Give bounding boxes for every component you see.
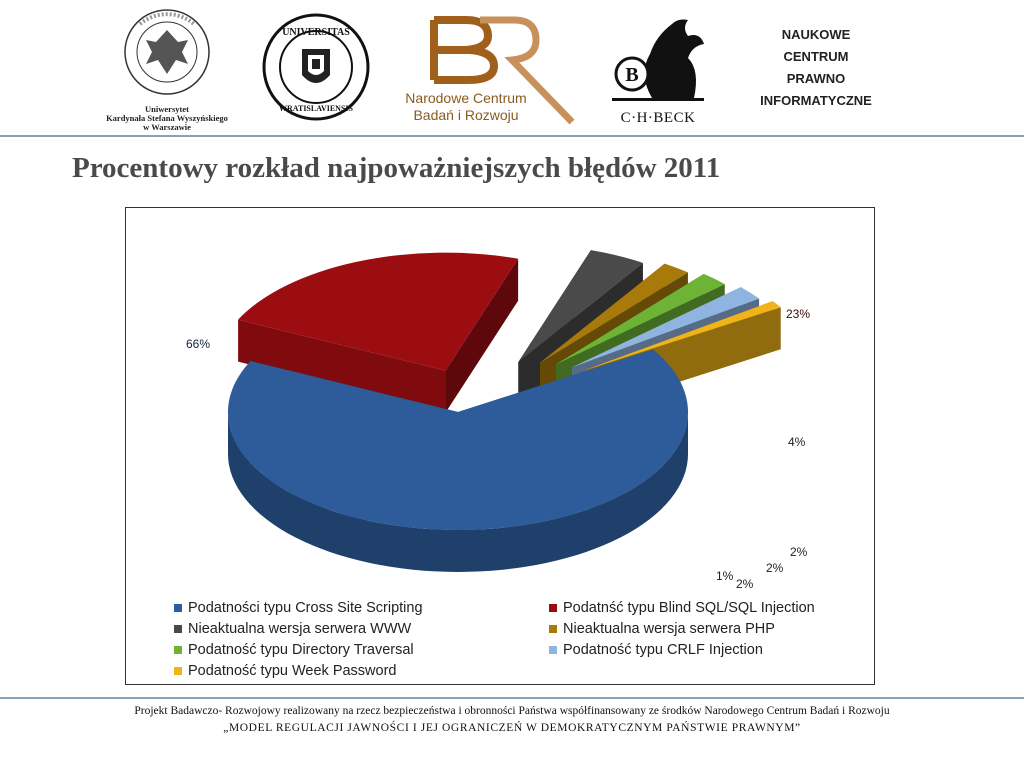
ch-beck-caption: C·H·BECK: [620, 110, 696, 126]
uksw-logo: [96, 6, 238, 134]
data-label-1: 66%: [186, 337, 211, 351]
legend-item-1: [174, 598, 549, 618]
footer-divider: [0, 697, 1024, 699]
legend-item-3: [174, 619, 549, 639]
legend-swatch: [549, 604, 557, 612]
ncpi-logo: NAUKOWE CENTRUM PRAWNO INFORMATYCZNE: [760, 27, 872, 108]
legend-swatch: [549, 646, 557, 654]
legend-item-2: [549, 598, 864, 618]
header-divider: [0, 135, 1024, 137]
legend-label: Nieaktualna wersja serwera WWW: [188, 621, 412, 637]
legend-item-6: [549, 640, 864, 660]
legend-swatch: [174, 604, 182, 612]
data-label-4: 2%: [790, 545, 808, 559]
ch-beck-griffin-icon: [608, 14, 708, 104]
wroclaw-seal-icon: [262, 13, 370, 121]
footer-title-line: „MODEL REGULACJI JAWNOŚCI I JEJ OGRANICZEŃ W DEMOKRATYCZNYM PAŃSTWIE PRAWNYM”: [223, 722, 801, 734]
legend-swatch: [174, 646, 182, 654]
legend-swatch: [174, 667, 182, 675]
legend-label: Podatnść typu Blind SQL/SQL Injection: [563, 600, 815, 616]
legend-swatch: [174, 625, 182, 633]
data-label-3: 4%: [788, 435, 806, 449]
legend-label: Nieaktualna wersja serwera PHP: [563, 621, 775, 637]
data-label-2: 23%: [786, 307, 811, 321]
svg-text:WRATISLAVIENSIS: WRATISLAVIENSIS: [279, 104, 353, 113]
legend-label: Podatność typu CRLF Injection: [563, 642, 763, 658]
ncbr-caption: Narodowe Centrum Badań i Rozwoju: [405, 90, 527, 123]
data-label-6: 2%: [736, 577, 754, 591]
uksw-caption: Uniwersytet Kardynała Stefana Wyszyńskiego w Warszawie: [106, 104, 228, 132]
legend-label: Podatność typu Directory Traversal: [188, 642, 414, 658]
data-label-5: 2%: [766, 561, 784, 575]
legend-item-5: [174, 640, 549, 660]
page-title: Procentowy rozkład najpoważniejszych błędów 2011: [72, 152, 721, 184]
ncbr-logo: [396, 14, 576, 126]
footer-project-line: Projekt Badawczo- Rozwojowy realizowany na rzecz bezpieczeństwa i obronności Państwa współfinansowany ze środków Narodowego Centrum Badań i Rozwoju: [134, 705, 890, 717]
logo-row: [0, 0, 1024, 136]
uksw-seal-icon: [96, 6, 238, 98]
svg-text:B: B: [625, 64, 639, 86]
pie-chart: [125, 207, 875, 685]
legend-item-7: [174, 661, 549, 681]
chart-legend: [174, 598, 864, 681]
legend-label: Podatność typu Week Password: [188, 663, 397, 679]
data-label-7: 1%: [716, 569, 734, 583]
legend-swatch: [549, 625, 557, 633]
svg-text:UNIVERSITAS: UNIVERSITAS: [282, 27, 350, 38]
uniwersytet-wroclawski-logo: [262, 13, 370, 121]
legend-item-4: [549, 619, 864, 639]
ch-beck-logo: [608, 14, 708, 128]
legend-label: Podatności typu Cross Site Scripting: [188, 600, 423, 616]
